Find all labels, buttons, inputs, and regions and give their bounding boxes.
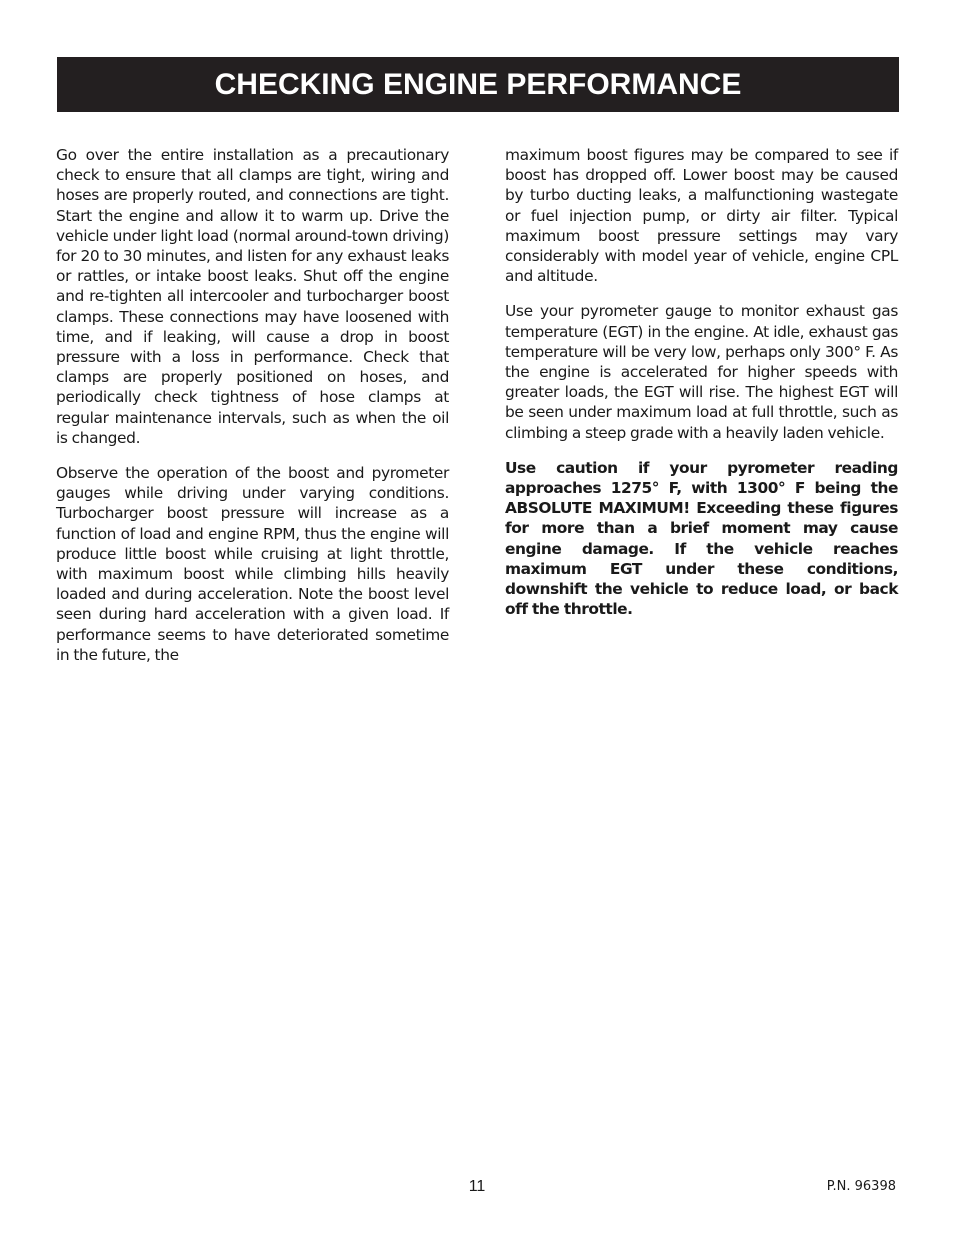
page-title: CHECKING ENGINE PERFORMANCE bbox=[214, 67, 742, 101]
right-text-column bbox=[505, 145, 898, 634]
warning-paragraph: Use caution if your pyrometer reading approaches 1275° F, with 1300° F being the ABSOLUTE MAXIMUM! Exceeding these figures for more than a brief moment may cause engine damage. If the vehicle reaches maximum EGT under these conditions, downshift the vehicle to reduce load, or back off the throttle. bbox=[505, 458, 898, 619]
paragraph-installation-check: Go over the entire installation as a precautionary check to ensure that all clamps are tight, wiring and hoses are properly routed, and connections are tight. Start the engine and allow it to warm up. Drive the vehicle under light load (normal around-town driving) for 20 to 30 minutes, and listen for any exhaust leaks or rattles, or intake boost leaks. Shut off the engine and re-tighten all intercooler and turbocharger boost clamps. These connections may have loosened with time, and if leaking, will cause a drop in boost pressure with a loss in performance. Check that clamps are properly positioned on hoses, and periodically check tightness of hose clamps at regular maintenance intervals, such as when the oil is changed. bbox=[56, 146, 449, 447]
left-text-column bbox=[56, 145, 449, 680]
paragraph-pyrometer-egt: Use your pyrometer gauge to monitor exhaust gas temperature (EGT) in the engine. At idle, exhaust gas temperature will be very low, perhaps only 300° F. As the engine is accelerated for higher speeds with greater loads, the EGT will rise. The highest EGT will be seen under maximum load at full throttle, such as climbing a steep grade with a heavily laden vehicle. bbox=[505, 302, 898, 442]
part-number: P.N. 96398 bbox=[826, 1179, 896, 1194]
page-number: 11 bbox=[468, 1178, 486, 1195]
paragraph-boost-comparison: maximum boost figures may be compared to see if boost has dropped off. Lower boost may be caused by turbo ducting leaks, a malfunctioning wastegate or fuel injection pump, or dirty air filter. Typical maximum boost pressure settings may vary considerably with model year of vehicle, engine CPL and altitude. bbox=[505, 146, 898, 286]
section-header-bar bbox=[57, 57, 899, 112]
paragraph-observe-gauges: Observe the operation of the boost and pyrometer gauges while driving under varying conditions. Turbocharger boost pressure will increase as a function of load and engine RPM, thus the engine will produce little boost while cruising at light throttle, with maximum boost while climbing hills heavily loaded and during acceleration. Note the boost level seen during hard acceleration with a given load. If performance seems to have deteriorated sometime in the future, the bbox=[56, 464, 449, 664]
